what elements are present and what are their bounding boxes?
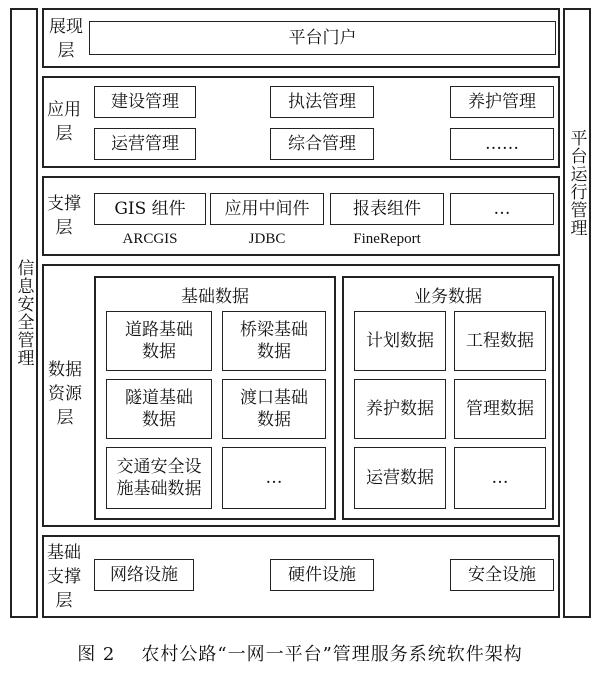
basic-data-more: … bbox=[222, 447, 326, 509]
basic-data-title: 基础数据 bbox=[181, 287, 249, 307]
app-middleware-box: 应用中间件 bbox=[210, 193, 324, 225]
management-data: 管理数据 bbox=[454, 379, 546, 439]
report-component-box: 报表组件 bbox=[330, 193, 444, 225]
jdbc-label: JDBC bbox=[248, 231, 286, 247]
finereport-label: FineReport bbox=[353, 231, 421, 247]
figure-number: 图 2 bbox=[77, 644, 116, 665]
ferry-basic-data: 渡口基础数据 bbox=[222, 379, 326, 439]
traffic-safety-basic-data: 交通安全设施基础数据 bbox=[106, 447, 212, 509]
hardware-facility-box: 硬件设施 bbox=[270, 559, 374, 591]
app-box-enforcement: 执法管理 bbox=[270, 86, 374, 118]
infra-layer-label: 基础支撑层 bbox=[47, 543, 81, 611]
presentation-layer bbox=[42, 8, 560, 68]
business-data-title: 业务数据 bbox=[414, 287, 482, 307]
support-more-box: … bbox=[450, 193, 554, 225]
info-security-column bbox=[10, 8, 38, 618]
plan-data: 计划数据 bbox=[354, 311, 446, 371]
app-box-comprehensive: 综合管理 bbox=[270, 128, 374, 160]
support-layer-label: 支撑层 bbox=[47, 194, 81, 238]
platform-portal-box: 平台门户 bbox=[89, 21, 556, 55]
tunnel-basic-data: 隧道基础数据 bbox=[106, 379, 212, 439]
maintenance-data: 养护数据 bbox=[354, 379, 446, 439]
bridge-basic-data: 桥梁基础数据 bbox=[222, 311, 326, 371]
platform-ops-label: 平台运行管理 bbox=[566, 129, 587, 237]
presentation-layer-label: 展现层 bbox=[49, 17, 83, 61]
basic-data-group bbox=[94, 276, 336, 520]
app-box-operation: 运营管理 bbox=[94, 128, 196, 160]
app-box-more: …… bbox=[450, 128, 554, 160]
data-layer-label: 数据资源层 bbox=[48, 360, 82, 428]
data-resource-layer bbox=[42, 264, 560, 527]
figure-caption bbox=[0, 640, 600, 666]
application-layer-label: 应用层 bbox=[47, 100, 81, 144]
network-facility-box: 网络设施 bbox=[94, 559, 194, 591]
business-data-group bbox=[342, 276, 554, 520]
application-layer bbox=[42, 76, 560, 168]
engineering-data: 工程数据 bbox=[454, 311, 546, 371]
business-data-more: … bbox=[454, 447, 546, 509]
info-security-label: 信息安全管理 bbox=[13, 259, 34, 367]
support-layer bbox=[42, 176, 560, 256]
platform-ops-column bbox=[563, 8, 591, 618]
figure-title: 农村公路“一网一平台”管理服务系统软件架构 bbox=[141, 644, 523, 665]
app-box-maintenance: 养护管理 bbox=[450, 86, 554, 118]
infrastructure-layer bbox=[42, 535, 560, 618]
security-facility-box: 安全设施 bbox=[450, 559, 554, 591]
app-box-construction: 建设管理 bbox=[94, 86, 196, 118]
operation-data: 运营数据 bbox=[354, 447, 446, 509]
road-basic-data: 道路基础数据 bbox=[106, 311, 212, 371]
arcgis-label: ARCGIS bbox=[122, 231, 178, 247]
gis-component-box: GIS 组件 bbox=[94, 193, 206, 225]
